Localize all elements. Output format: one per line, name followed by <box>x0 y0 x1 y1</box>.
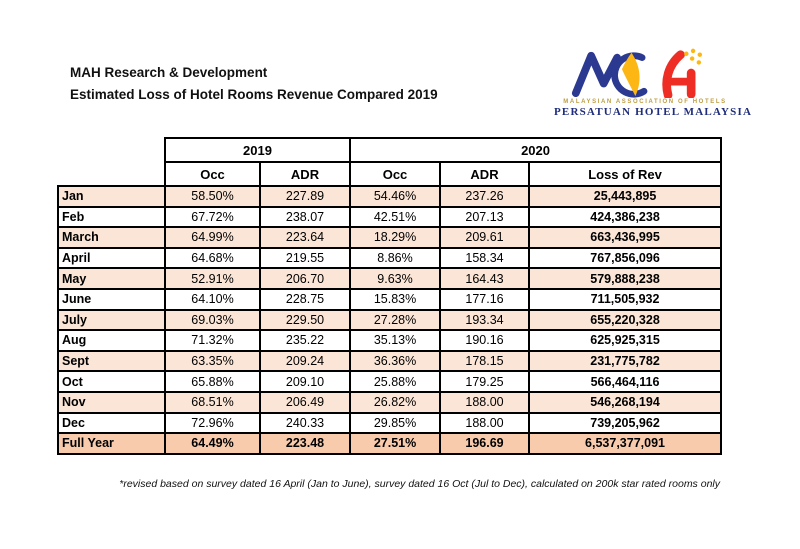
occ-2019-value: 64.68% <box>165 248 260 269</box>
adr-2020-value: 164.43 <box>440 268 529 289</box>
month-label: Nov <box>58 392 165 413</box>
occ-2020-value: 35.13% <box>350 330 440 351</box>
occ-2020-value: 36.36% <box>350 351 440 372</box>
loss-of-rev-value: 25,443,895 <box>529 186 721 207</box>
occ-2020-value: 8.86% <box>350 248 440 269</box>
mah-logo <box>554 48 753 118</box>
adr-2019-header: ADR <box>260 162 350 186</box>
logo-name-text: PERSATUAN HOTEL MALAYSIA <box>554 106 753 118</box>
month-label: Feb <box>58 207 165 228</box>
month-label: April <box>58 248 165 269</box>
adr-2019-value: 240.33 <box>260 413 350 434</box>
occ-2019-value: 58.50% <box>165 186 260 207</box>
occ-2019-value: 52.91% <box>165 268 260 289</box>
table-row-oct <box>58 371 721 392</box>
occ-2020-value: 29.85% <box>350 413 440 434</box>
revenue-loss-table <box>57 137 722 455</box>
loss-of-rev-value: 424,386,238 <box>529 207 721 228</box>
loss-of-rev-header: Loss of Rev <box>529 162 721 186</box>
loss-of-rev-value: 625,925,315 <box>529 330 721 351</box>
month-label: Sept <box>58 351 165 372</box>
occ-2019-value: 67.72% <box>165 207 260 228</box>
occ-2020-value: 9.63% <box>350 268 440 289</box>
adr-2019-value: 228.75 <box>260 289 350 310</box>
occ-2020-value: 27.28% <box>350 310 440 331</box>
table-row-aug <box>58 330 721 351</box>
adr-2019-value: 235.22 <box>260 330 350 351</box>
mah-logo-icon <box>567 48 723 98</box>
month-label: Aug <box>58 330 165 351</box>
adr-2020-value: 158.34 <box>440 248 529 269</box>
page-title <box>70 62 438 106</box>
month-label: July <box>58 310 165 331</box>
blank-corner-cell <box>58 138 165 186</box>
adr-2020-value: 179.25 <box>440 371 529 392</box>
adr-2019-value: 206.70 <box>260 268 350 289</box>
occ-2020-value: 27.51% <box>350 433 440 454</box>
full-year-label: Full Year <box>58 433 165 454</box>
adr-2020-value: 209.61 <box>440 227 529 248</box>
loss-of-rev-value: 655,220,328 <box>529 310 721 331</box>
table-row-july <box>58 310 721 331</box>
adr-2020-value: 177.16 <box>440 289 529 310</box>
loss-of-rev-value: 711,505,932 <box>529 289 721 310</box>
footnote: *revised based on survey dated 16 April (Jan to June), survey dated 16 Oct (Jul to Dec), calculated on 200k star rated rooms only <box>119 478 720 490</box>
adr-2020-value: 237.26 <box>440 186 529 207</box>
table-row-sept <box>58 351 721 372</box>
loss-of-rev-value: 579,888,238 <box>529 268 721 289</box>
adr-2020-value: 190.16 <box>440 330 529 351</box>
occ-2020-value: 25.88% <box>350 371 440 392</box>
month-label: Jan <box>58 186 165 207</box>
adr-2019-value: 238.07 <box>260 207 350 228</box>
adr-2020-value: 207.13 <box>440 207 529 228</box>
adr-2019-value: 227.89 <box>260 186 350 207</box>
logo-association-text: MALAYSIAN ASSOCIATION OF HOTELS <box>563 99 727 105</box>
table-row-may <box>58 268 721 289</box>
occ-2019-value: 64.49% <box>165 433 260 454</box>
table-row-march <box>58 227 721 248</box>
occ-2020-value: 18.29% <box>350 227 440 248</box>
adr-2020-value: 188.00 <box>440 392 529 413</box>
table-row-full-year <box>58 433 721 454</box>
occ-2019-header: Occ <box>165 162 260 186</box>
adr-2019-value: 223.48 <box>260 433 350 454</box>
table-row-nov <box>58 392 721 413</box>
table-row-feb <box>58 207 721 228</box>
occ-2019-value: 72.96% <box>165 413 260 434</box>
table-row-jan <box>58 186 721 207</box>
year-2020-header: 2020 <box>350 138 721 162</box>
occ-2019-value: 63.35% <box>165 351 260 372</box>
month-label: March <box>58 227 165 248</box>
occ-2019-value: 69.03% <box>165 310 260 331</box>
adr-2019-value: 206.49 <box>260 392 350 413</box>
loss-of-rev-value: 767,856,096 <box>529 248 721 269</box>
adr-2019-value: 223.64 <box>260 227 350 248</box>
adr-2019-value: 219.55 <box>260 248 350 269</box>
occ-2020-value: 26.82% <box>350 392 440 413</box>
month-label: Dec <box>58 413 165 434</box>
occ-2020-header: Occ <box>350 162 440 186</box>
loss-of-rev-value: 739,205,962 <box>529 413 721 434</box>
occ-2020-value: 54.46% <box>350 186 440 207</box>
loss-of-rev-value: 231,775,782 <box>529 351 721 372</box>
loss-of-rev-value: 566,464,116 <box>529 371 721 392</box>
adr-2019-value: 209.10 <box>260 371 350 392</box>
adr-2019-value: 229.50 <box>260 310 350 331</box>
occ-2020-value: 42.51% <box>350 207 440 228</box>
occ-2019-value: 71.32% <box>165 330 260 351</box>
occ-2019-value: 64.99% <box>165 227 260 248</box>
occ-2019-value: 68.51% <box>165 392 260 413</box>
month-label: June <box>58 289 165 310</box>
adr-2020-value: 196.69 <box>440 433 529 454</box>
month-label: Oct <box>58 371 165 392</box>
loss-of-rev-value: 663,436,995 <box>529 227 721 248</box>
occ-2019-value: 65.88% <box>165 371 260 392</box>
occ-2019-value: 64.10% <box>165 289 260 310</box>
adr-2020-value: 188.00 <box>440 413 529 434</box>
adr-2020-value: 193.34 <box>440 310 529 331</box>
title-line-2: Estimated Loss of Hotel Rooms Revenue Compared 2019 <box>70 87 438 102</box>
adr-2020-header: ADR <box>440 162 529 186</box>
month-label: May <box>58 268 165 289</box>
table-row-april <box>58 248 721 269</box>
adr-2020-value: 178.15 <box>440 351 529 372</box>
occ-2020-value: 15.83% <box>350 289 440 310</box>
table-row-dec <box>58 413 721 434</box>
year-header-row <box>58 138 721 162</box>
adr-2019-value: 209.24 <box>260 351 350 372</box>
loss-of-rev-value: 6,537,377,091 <box>529 433 721 454</box>
title-line-1: MAH Research & Development <box>70 65 268 80</box>
year-2019-header: 2019 <box>165 138 350 162</box>
table-row-june <box>58 289 721 310</box>
loss-of-rev-value: 546,268,194 <box>529 392 721 413</box>
